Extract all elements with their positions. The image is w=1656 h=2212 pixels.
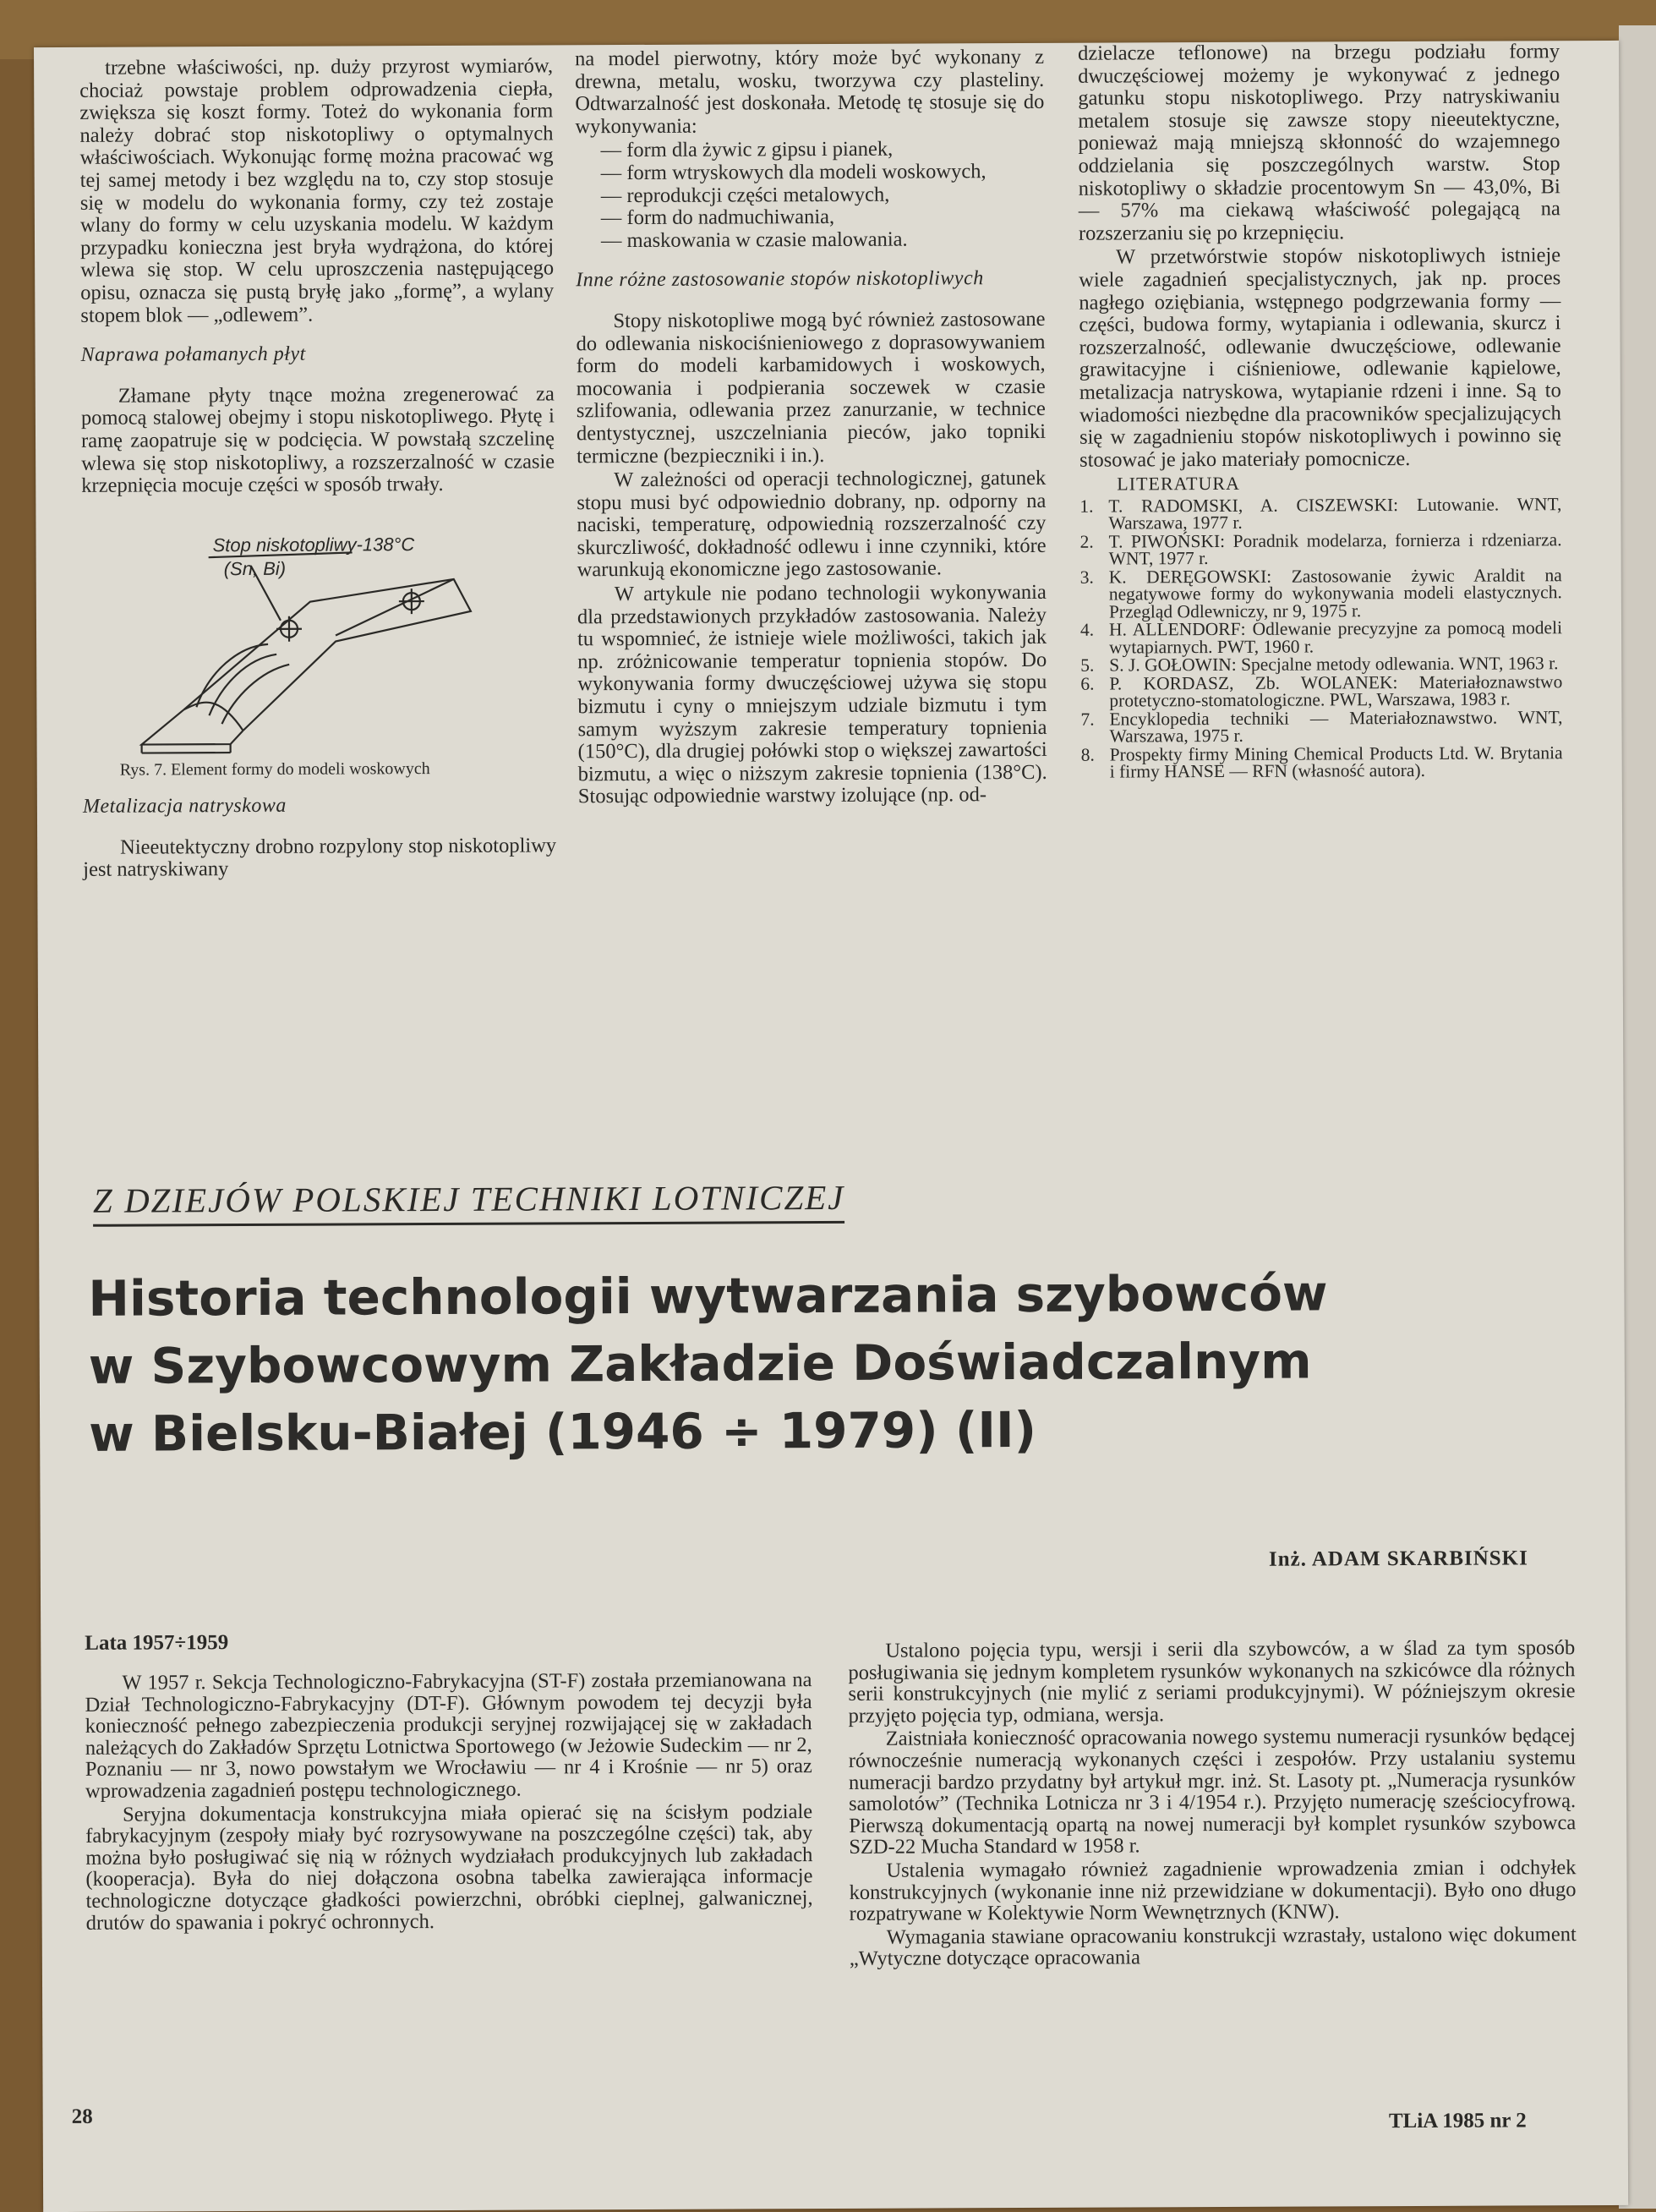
literature-item xyxy=(1080,531,1562,567)
literature-list xyxy=(1079,496,1562,780)
figure-label-alloy: Stop niskotopliwy-138°C xyxy=(213,534,415,556)
literature-number: 6. xyxy=(1080,675,1094,693)
literature-item xyxy=(1079,496,1561,532)
literature-text: K. DERĘGOWSKI: Zastosowanie żywic Araldit na negatywowe formy do wykonywania modeli elastycznych. Przegląd Odlewniczy, nr 9, 1975 r. xyxy=(1109,565,1562,621)
column-3 xyxy=(1078,41,1563,781)
literature-number: 8. xyxy=(1081,746,1095,764)
col1-subheading-metallization: Metalizacja natryskowa xyxy=(83,794,556,819)
column-1 xyxy=(79,55,556,883)
literature-number: 2. xyxy=(1080,534,1094,551)
literature-text: H. ALLENDORF: Odlewanie precyzyjne za pomocą modeli wytapiarnych. PWT, 1960 r. xyxy=(1109,618,1562,658)
section-heading-years: Lata 1957÷1959 xyxy=(85,1631,228,1656)
article-column-right xyxy=(848,1637,1577,1972)
article-title-line-2: w Szybowcowym Zakładzie Doświadczalnym xyxy=(89,1327,1357,1400)
article-right-paragraph-4: Wymagania stawiane opracowaniu konstrukcji wzrastały, ustalono więc dokument „Wytyczne dotyczące opracowania xyxy=(850,1924,1577,1970)
article-title-line-3: w Bielsku-Białej (1946 ÷ 1979) (II) xyxy=(89,1394,1357,1468)
literature-text: P. KORDASZ, Zb. WOLANEK: Materiałoznawstwo protetyczno-stomatologiczne. PWL, Warszawa, 1983 r. xyxy=(1109,671,1562,711)
col3-paragraph-1: dzielacze teflonowe) na brzegu podziału formy dwuczęściowej możemy je wykonywać z jednego gatunku stopu niskotopliwego. Przy natryskiwaniu metalem stosuje się zawsze stopy nieeutektyczne, ponieważ mają mniejszą skłonność do wzajemnego oddzielania się poszczególnych warstw. Stop niskotopliwy o składzie procentowym Sn — 43,0%, Bi — 57% ma ciekawą właściwość polegającą na rozszerzaniu się po krzepnięciu. xyxy=(1078,41,1560,245)
literature-text: T. PIWOŃSKI: Poradnik modelarza, fornierza i rdzeniarza. WNT, 1977 r. xyxy=(1109,529,1562,569)
article-right-paragraph-1: Ustalono pojęcia typu, wersji i serii dla szybowców, a w ślad za tym sposób posługiwania się jednym kompletem rysunków wykonanych na szkicówce dla różnych serii konstrukcyjnych (nie mylić z seriami produkcyjnymi). W późniejszym okresie przyjęto pojęcia typ, odmiana, wersja. xyxy=(848,1637,1575,1727)
col2-paragraph-3: W zależności od operacji technologicznej, gatunek stopu musi być odpowiednio dobrany, np. odporny na naciski, temperaturę, odpowiednią rozszerzalność czy skurczliwość, dokładność odlewu i inne czynniki, które warunkują ekonomiczne jego zastosowanie. xyxy=(577,468,1047,582)
mold-element-drawing xyxy=(81,517,555,756)
article-left-paragraph-1: W 1957 r. Sekcja Technologiczno-Fabrykacyjna (ST-F) została przemianowana na Dział Technologiczno-Fabrykacyjny (DT-F). Głównym powodem tej decyzji była konieczność pełnego zabezpieczenia produkcji seryjnej rozwijającej się w zakładach należących do Zakładów Sprzętu Lotnictwa Sportowego (w Jeżowie Sudeckim — nr 2, Poznaniu — nr 3, nowo powstałym we Wrocławiu — nr 4 i Krośnie — nr 5) oraz wprowadzenia zagadnień postępu technologicznego. xyxy=(85,1669,812,1802)
figure-caption: Rys. 7. Element formy do modeli woskowych xyxy=(83,760,556,779)
literature-item xyxy=(1080,567,1562,621)
col1-subheading-repair: Naprawa połamanych płyt xyxy=(81,342,555,367)
literature-text: Encyklopedia techniki — Materiałoznawstwo. WNT, Warszawa, 1975 r. xyxy=(1109,707,1562,747)
journal-issue: TLiA 1985 nr 2 xyxy=(1389,2109,1527,2133)
article-right-paragraph-2: Zaistniała konieczność opracowania nowego systemu numeracji rysunków będącej równocześnie numeracją wykonanych części i zespołów. Przy ustalaniu systemu numeracji bardzo przydatny był artykuł mgr. inż. St. Lasoty pt. „Numeracja rysunków samolotów” (Technika Lotnicza nr 3 i 4/1954 r.). Przyjęto numerację sześciocyfrową. Pierwszą dokumentacją opartą na nowej numeracji był komplet rysunków szybowca SZD-22 Mucha Standard w 1958 r. xyxy=(849,1726,1577,1859)
literature-number: 5. xyxy=(1080,657,1094,675)
literature-number: 3. xyxy=(1080,569,1094,587)
list-item: — reprodukcji części metalowych, xyxy=(601,183,1045,207)
list-item: — maskowania w czasie malowania. xyxy=(601,228,1045,253)
col2-paragraph-1: na model pierwotny, który może być wykonany z drewna, metalu, wosku, tworzywa czy plasteliny. Odtwarzalność jest doskonała. Metodę tę stosuje się do wykonywania: xyxy=(575,47,1044,139)
col2-paragraph-4: W artykule nie podano technologii wykonywania dla przedstawionych przykładów zastosowania. Należy tu wspomnieć, że istnieje wiele możliwości, takich jak np. zróżnicowanie temperatur topnienia stopów. Do wykonywania formy dwuczęściowej używa się stopu bizmutu i cyny o mniejszym udziale bizmutu i tym samym wyższym zakresie temperatury topnienia (150°C), dla drugiej połówki stop o większej zawartości bizmutu, a więc o niższym zakresie topnienia (138°C). Stosując odpowiednie warstwy izolujące (np. od- xyxy=(577,582,1047,808)
literature-number: 7. xyxy=(1080,710,1094,728)
figure-7 xyxy=(81,517,555,779)
literature-text: Prospekty firmy Mining Chemical Products Ltd. W. Brytania i firmy HANSE — RFN (własność autora). xyxy=(1110,742,1563,782)
literature-text: T. RADOMSKI, A. CISZEWSKI: Lutowanie. WNT, Warszawa, 1977 r. xyxy=(1108,494,1561,534)
col1-paragraph-3: Nieeutektyczny drobno rozpylony stop niskotopliwy jest natryskiwany xyxy=(83,835,556,882)
literature-number: 4. xyxy=(1080,621,1094,639)
article-left-paragraph-2: Seryjna dokumentacja konstrukcyjna miała opierać się na ścisłym podziale fabrykacyjnym (zespoły miały być rozrysowywane na poszczególne części) tak, aby można było posługiwać się nią w różnych wydziałach produkcyjnych lub zakładach (kooperacja). Była do niej dołączona osobna tabelka zawierająca informacje technologiczne dotyczące gładkości powierzchni, obróbki cieplnej, galwanicznej, drutów do spawania i pokryć ochronnych. xyxy=(85,1801,813,1934)
col2-subheading: Inne różne zastosowanie stopów niskotopliwych xyxy=(576,267,1045,292)
literature-heading: LITERATURA xyxy=(1079,471,1561,496)
article-title xyxy=(88,1259,1357,1468)
magazine-page xyxy=(34,41,1628,2212)
figure-label-composition: (Sn, Bi) xyxy=(224,557,286,578)
article-column-left xyxy=(85,1669,812,1936)
section-tag: Z DZIEJÓW POLSKIEJ TECHNIKI LOTNICZEJ xyxy=(93,1177,845,1227)
col3-paragraph-2: W przetwórstwie stopów niskotopliwych istnieje wiele zagadnień specjalistycznych, jak np. proces nagłego oziębiania, wstępnego podgrzewania formy — części, budowa formy, wytapiania i odlewania, skurcz i rozszerzalność, odlewanie dwuczęściowe, odlewanie grawitacyjne i ciśnieniowe, odlewanie kąpielowe, metalizacja natryskowa, wytapianie rdzeni i inne. Są to wiadomości niezbędne dla pracowników specjalizujących się w zagadnieniu stopów niskotopliwych i powinno się stosować je jako materiały pomocnicze. xyxy=(1079,245,1561,472)
literature-item xyxy=(1080,620,1562,656)
literature-number: 1. xyxy=(1079,498,1093,516)
list-item: — form wtryskowych dla modeli woskowych, xyxy=(601,161,1045,185)
list-item: — form do nadmuchiwania, xyxy=(601,205,1045,230)
column-2 xyxy=(575,47,1047,810)
page-number: 28 xyxy=(72,2105,93,2129)
literature-text: S. J. GOŁOWIN: Specjalne metody odlewania. WNT, 1963 r. xyxy=(1109,654,1558,676)
article-title-line-1: Historia technologii wytwarzania szybowców xyxy=(88,1259,1356,1333)
col2-application-list xyxy=(575,138,1045,252)
article-author: Inż. ADAM SKARBIŃSKI xyxy=(1269,1547,1528,1571)
col1-paragraph-2: Złamane płyty tnące można zregenerować za pomocą stalowej obejmy i stopu niskotopliwego. Płytę i ramę zaopatruje się w podcięcia. W powstałą szczelinę wlewa się stop niskotopliwy, a rozszerzalność w czasie krzepnięcia mocuje części w sposób trwały. xyxy=(81,383,555,497)
literature-item xyxy=(1080,673,1562,709)
list-item: — form dla żywic z gipsu i pianek, xyxy=(600,138,1044,162)
article-right-paragraph-3: Ustalenia wymagało również zagadnienie wprowadzenia zmian i odchyłek konstrukcyjnych (wykonanie inne niż przewidziane w dokumentacji). Było ono długo rozpatrywane w Kolektywie Norm Wewnętrznych (KNW). xyxy=(849,1857,1576,1925)
literature-item xyxy=(1080,709,1562,745)
col1-paragraph-1: trzebne właściwości, np. duży przyrost wymiarów, chociaż powstaje problem odprowadzenia ciepła, zwiększa się koszt formy. Toteż do wykonania form należy dobrać stop niskotopliwy o optymalnych właściwościach. Wykonując formę można pracować wg tej samej metody i bez względu na to, czy stop stosuje się w modelu do wykonania formy, czy też zostaje wlany do formy w celu uzyskania modelu. W każdym przypadku konieczna jest bryła wydrążona, do której wlewa się stop. W celu uproszczenia następującego opisu, oznacza się pustą bryłę jako „formę”, a wylany stopem blok — „odlewem”. xyxy=(79,55,554,327)
literature-item xyxy=(1081,744,1563,780)
col2-paragraph-2: Stopy niskotopliwe mogą być również zastosowane do odlewania niskociśnieniowego z doprasowywaniem form do modeli karbamidowych i woskowych, mocowania i podpierania soczewek w czasie szlifowania, odlewania przez zanurzanie, w technice dentystycznej, uszczelniania pieców, jako topniki termiczne (bezpieczniki i in.). xyxy=(576,309,1046,468)
